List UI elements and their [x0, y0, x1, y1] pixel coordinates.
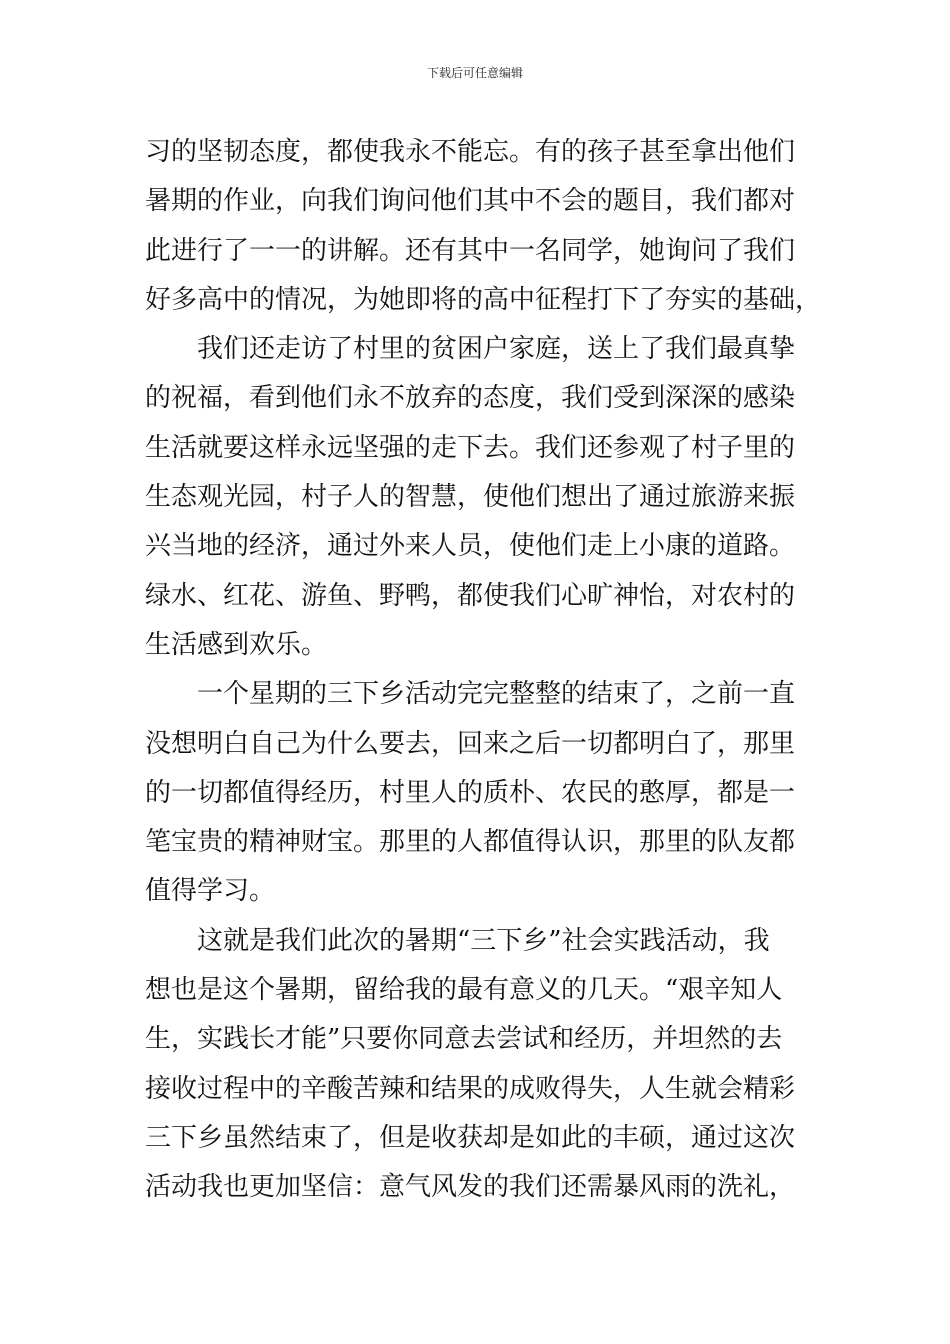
- text-line: 好多高中的情况，为她即将的高中征程打下了夯实的基础，: [145, 284, 822, 315]
- text-line: 暑期的作业，向我们询问他们其中不会的题目，我们都对: [145, 186, 796, 217]
- text-line: 生活就要这样永远坚强的走下去。我们还参观了村子里的: [145, 432, 796, 463]
- text-line: 笔宝贵的精神财宝。那里的人都值得认识，那里的队友都: [145, 827, 796, 858]
- paragraph-start-line: 我们还走访了村里的贫困户家庭，送上了我们最真挚: [197, 334, 796, 365]
- text-line: 值得学习。: [145, 876, 276, 907]
- text-line: 活动我也更加坚信：意气风发的我们还需暴风雨的洗礼，: [145, 1172, 796, 1203]
- text-line: 的祝福，看到他们永不放弃的态度，我们受到深深的感染: [145, 383, 796, 414]
- text-line: 此进行了一一的讲解。还有其中一名同学，她询问了我们: [145, 235, 796, 266]
- text-line: 生，实践长才能”只要你同意去尝试和经历，并坦然的去: [145, 1024, 783, 1055]
- text-line: 三下乡虽然结束了，但是收获却是如此的丰硕，通过这次: [145, 1122, 796, 1153]
- body-text: [145, 128, 822, 1213]
- page-header: 下载后可任意编辑: [426, 66, 523, 80]
- paragraph-start-line: 这就是我们此次的暑期“三下乡”社会实践活动，我: [197, 925, 770, 956]
- text-line: 绿水、红花、游鱼、野鸭，都使我们心旷神怡，对农村的: [145, 580, 796, 611]
- text-line: 习的坚韧态度，都使我永不能忘。有的孩子甚至拿出他们: [145, 137, 796, 167]
- text-line: 接收过程中的辛酸苦辣和结果的成败得失，人生就会精彩: [145, 1073, 796, 1104]
- text-line: 的一切都值得经历，村里人的质朴、农民的憨厚，都是一: [145, 777, 796, 808]
- text-line: 生活感到欢乐。: [145, 629, 328, 660]
- text-line: 没想明白自己为什么要去，回来之后一切都明白了，那里: [145, 728, 796, 759]
- text-line: 想也是这个暑期，留给我的最有意义的几天。“艰辛知人: [145, 975, 783, 1006]
- text-line: 兴当地的经济，通过外来人员，使他们走上小康的道路。: [145, 531, 796, 562]
- text-line: 生态观光园，村子人的智慧，使他们想出了通过旅游来振: [145, 482, 796, 513]
- paragraph-start-line: 一个星期的三下乡活动完完整整的结束了，之前一直: [197, 679, 796, 710]
